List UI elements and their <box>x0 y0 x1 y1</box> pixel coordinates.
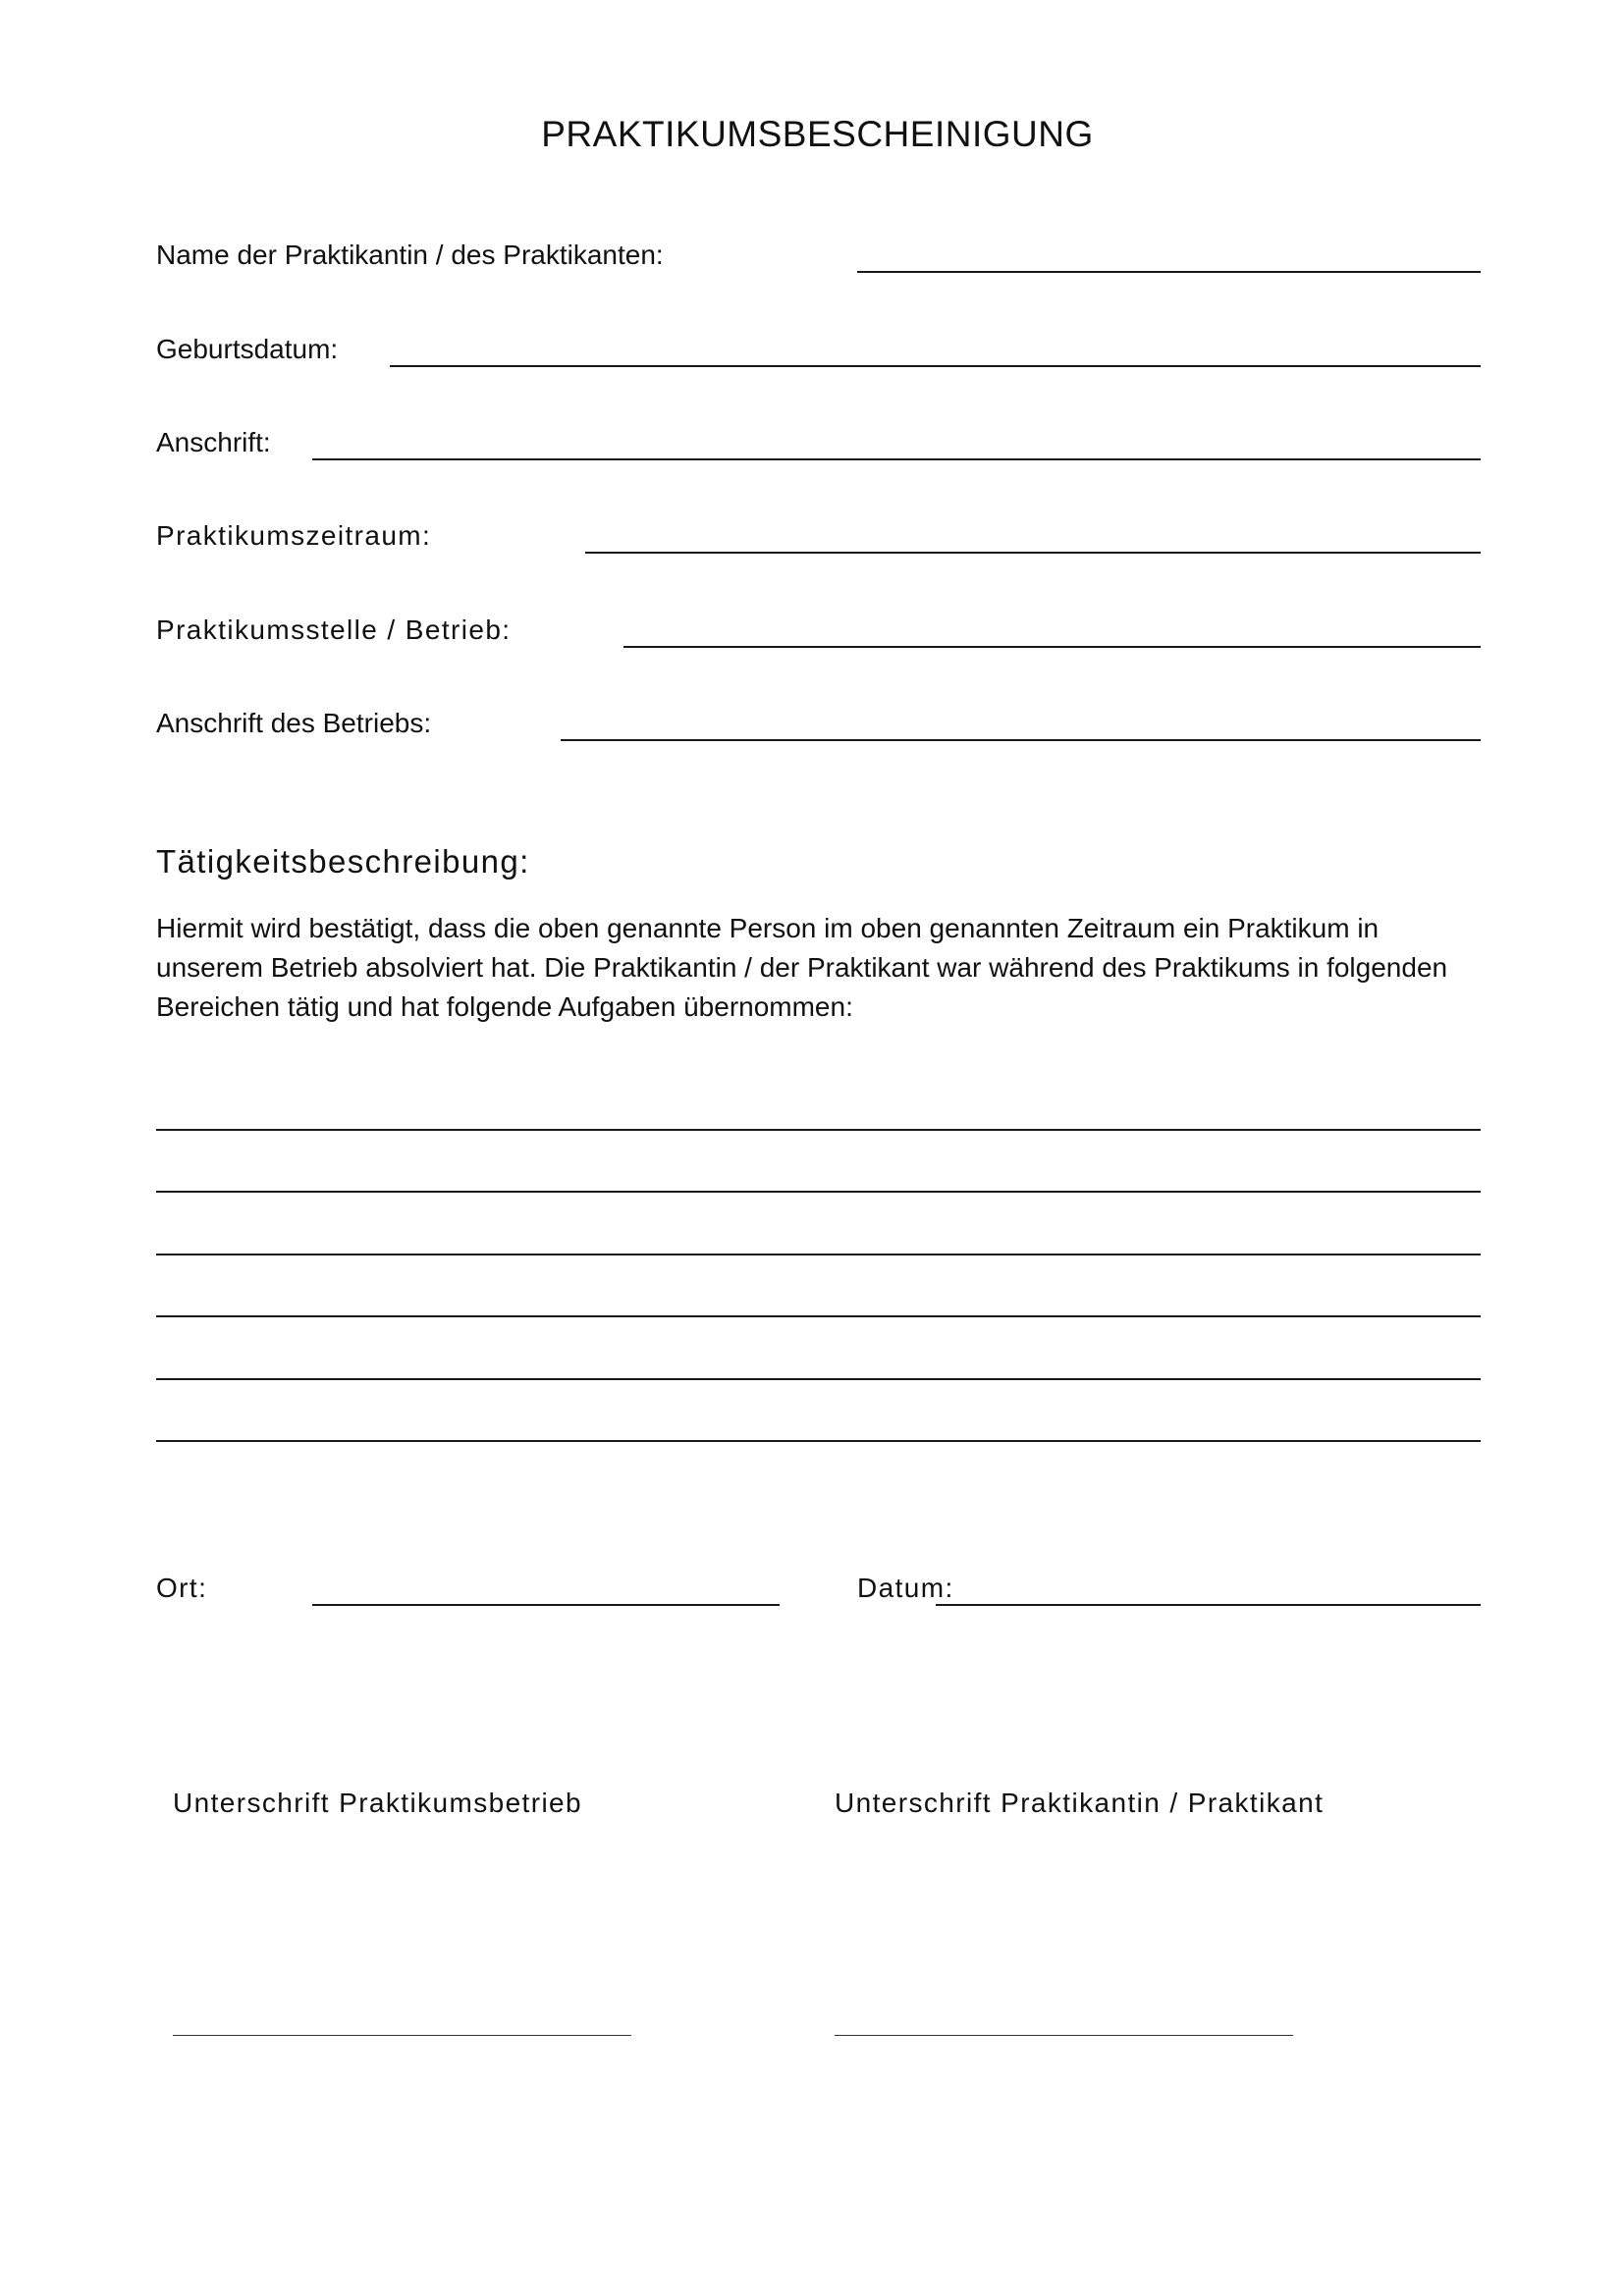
company-signature-label: Unterschrift Praktikumsbetrieb <box>173 1788 583 1818</box>
period-label: Praktikumszeitraum: <box>156 520 432 551</box>
name-label: Name der Praktikantin / des Praktikanten: <box>156 240 664 270</box>
intern-signature-label: Unterschrift Praktikantin / Praktikant <box>835 1788 1325 1818</box>
date-line[interactable] <box>936 1604 1481 1606</box>
company-signature-line[interactable] <box>173 2035 631 2036</box>
address-line[interactable] <box>312 458 1481 460</box>
place-label: Ort: <box>156 1573 208 1603</box>
address-label: Anschrift: <box>156 427 271 457</box>
page-title: PRAKTIKUMSBESCHEINIGUNG <box>541 114 1094 154</box>
company-label: Praktikumsstelle / Betrieb: <box>156 614 512 645</box>
birthdate-label: Geburtsdatum: <box>156 334 339 364</box>
name-line[interactable] <box>857 271 1481 273</box>
activity-line[interactable] <box>156 1254 1481 1255</box>
intern-signature-line[interactable] <box>835 2035 1293 2036</box>
place-line[interactable] <box>312 1604 780 1606</box>
company-address-line[interactable] <box>561 739 1481 741</box>
activity-line[interactable] <box>156 1315 1481 1317</box>
activity-line[interactable] <box>156 1191 1481 1193</box>
activity-line[interactable] <box>156 1440 1481 1442</box>
date-label: Datum: <box>857 1573 954 1603</box>
activity-line[interactable] <box>156 1129 1481 1131</box>
company-line[interactable] <box>623 646 1481 648</box>
activity-heading: Tätigkeitsbeschreibung: <box>156 843 530 880</box>
period-line[interactable] <box>585 552 1481 554</box>
birthdate-line[interactable] <box>390 365 1481 367</box>
company-address-label: Anschrift des Betriebs: <box>156 708 432 738</box>
activity-description: Hiermit wird bestätigt, dass die oben genannte Person im oben genannten Zeitraum ein Praktikum in unserem Betrieb absolviert hat. Die Praktikantin / der Praktikant war während des Praktikums in folgenden Bereichen tätig und hat folgende Aufgaben übernommen: <box>156 913 1448 1022</box>
activity-line[interactable] <box>156 1378 1481 1380</box>
